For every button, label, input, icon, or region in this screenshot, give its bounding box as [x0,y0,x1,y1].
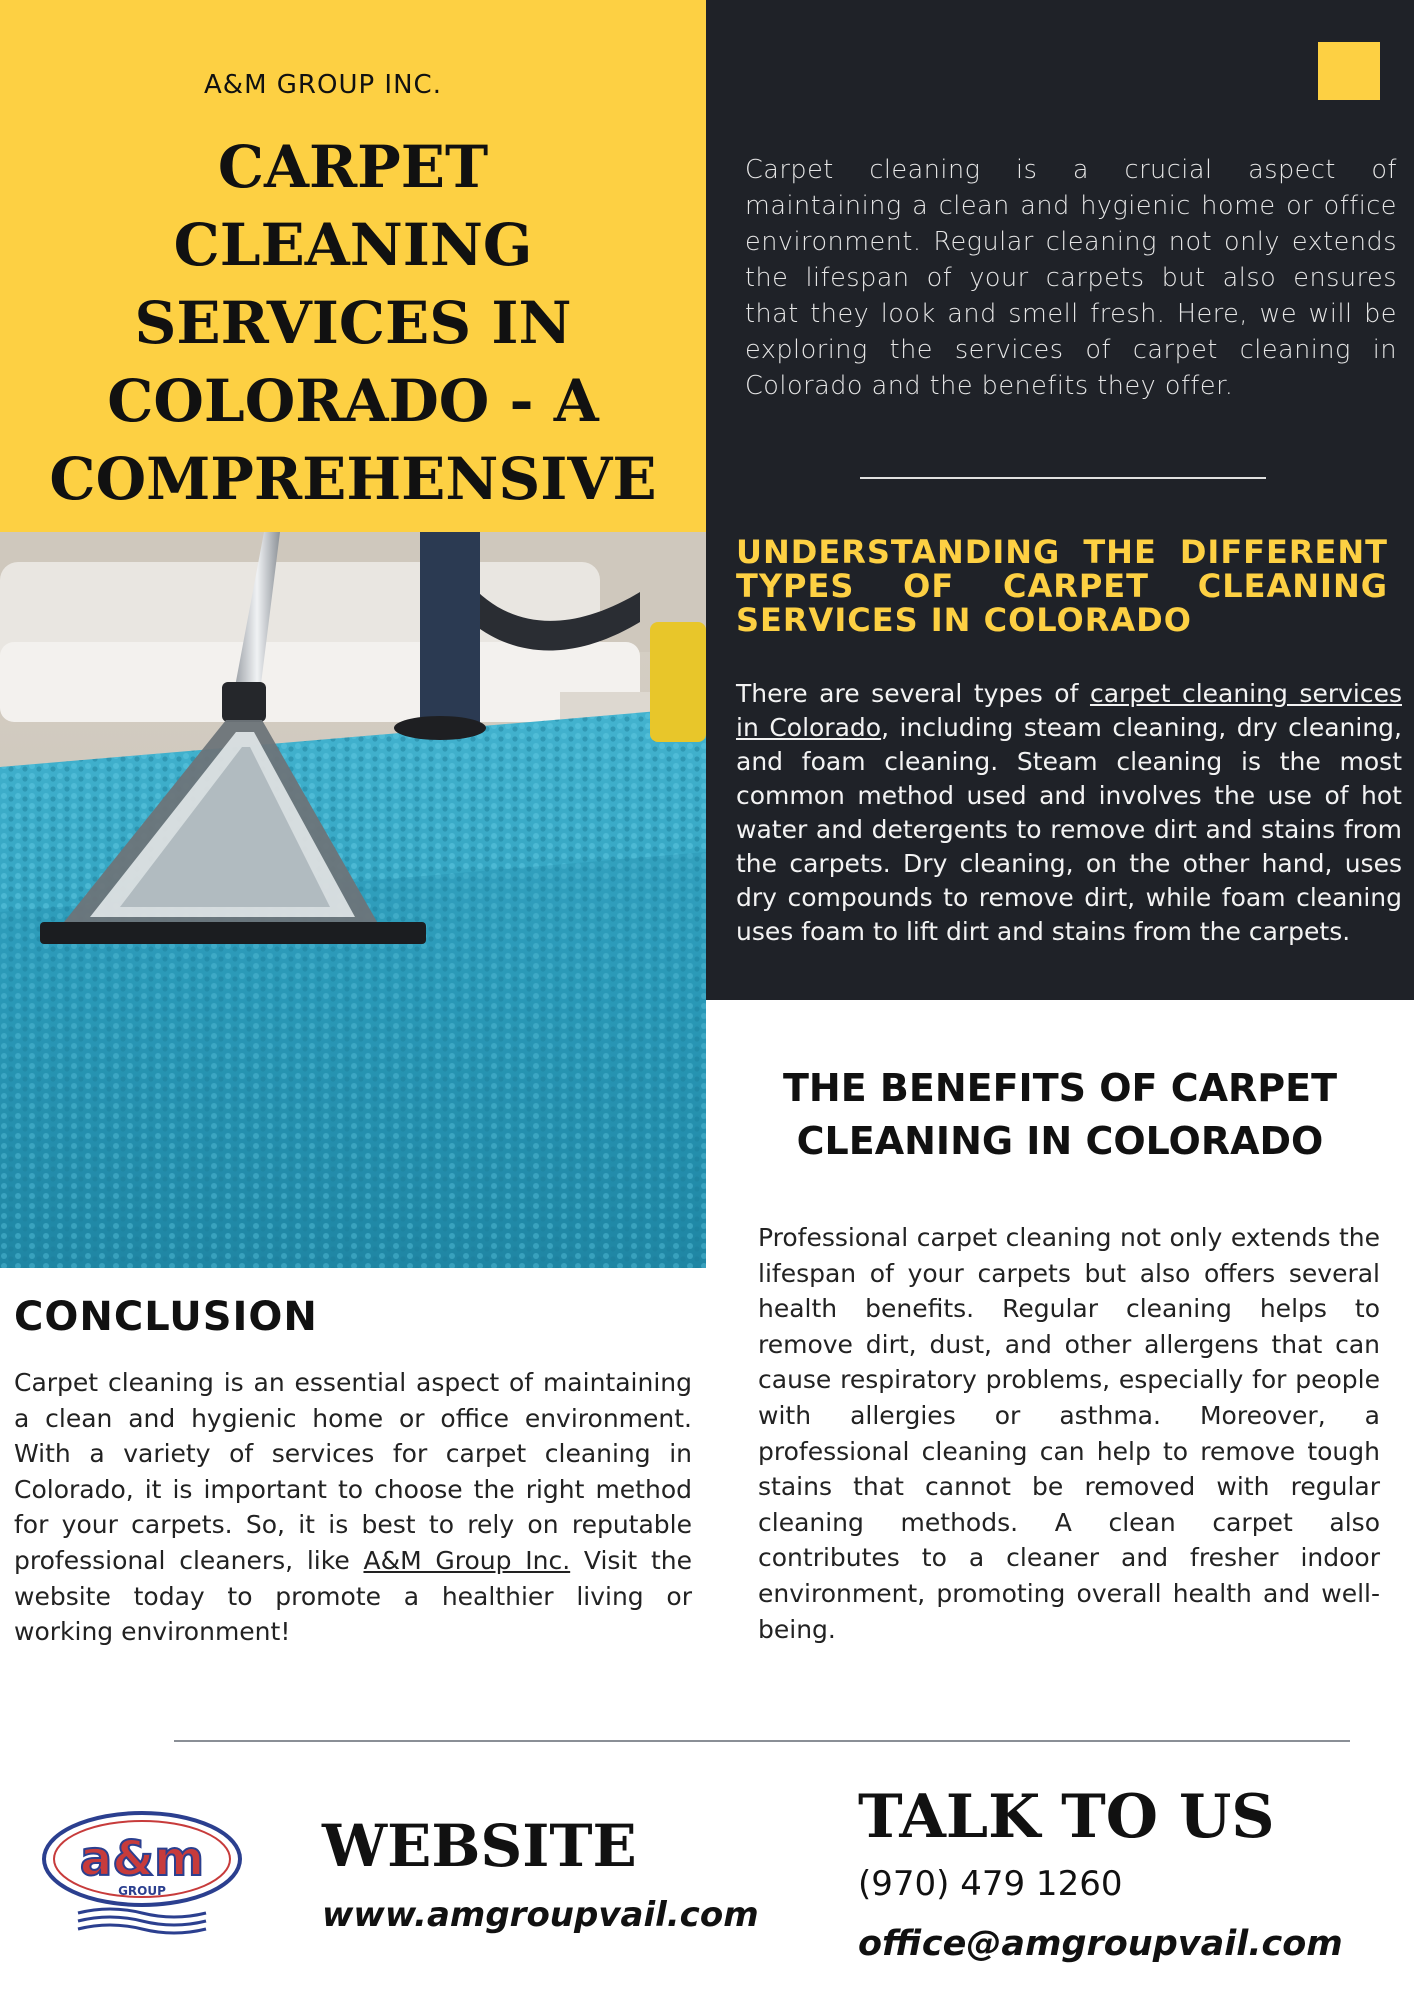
section-divider [860,477,1266,479]
benefits-heading [740,1062,1380,1168]
benefits-paragraph: Professional carpet cleaning not only extends the lifespan of your carpets but also offers several health benefits. Regular cleaning helps to remove dirt, dust, and other allergens that can cause respiratory problems, especially for people with allergies or asthma. Moreover, a professional cleaning can help to remove tough stains that cannot be removed with regular cleaning methods. A clean carpet also contributes to a cleaner and fresher indoor environment, promoting overall health and well-being. [758,1223,1380,1644]
website-link[interactable]: www.amgroupvail.com [322,1895,759,1935]
vacuum-carpet-illustration [0,532,706,1268]
types-paragraph [736,677,1402,949]
page-title [30,128,676,596]
title-line: SERVICES IN [134,289,572,357]
footer-divider [174,1740,1350,1742]
title-line: CARPET CLEANING [173,133,533,279]
title-line: COMPREHENSIVE [49,445,657,513]
email-link[interactable]: office@amgroupvail.com [858,1924,1343,1964]
talk-to-us-label: TALK TO US [858,1782,1275,1852]
website-label: WEBSITE [322,1812,637,1880]
types-text: , including steam cleaning, dry cleaning, and foam cleaning. Steam cleaning is the most common method used and involves the use of hot water and detergents to remove dirt and stains from the carpets. Dry cleaning, on the other hand, uses dry compounds to remove dirt, while foam cleaning uses foam to lift dirt and stains from the carpets. [736,713,1403,946]
intro-paragraph: Carpet cleaning is a crucial aspect of maintaining a clean and hygienic home or office environment. Regular cleaning not only extends the lifespan of your carpets but also ensures that they look and smell fresh. Here, we will be exploring the services of carpet cleaning in Colorado and the benefits they offer. [745,155,1397,401]
am-group-logo [38,1805,248,1935]
conclusion-heading: CONCLUSION [14,1294,318,1340]
logo-subtext: GROUP [118,1884,166,1898]
logo-text: a&m [79,1831,205,1887]
benefits-heading-line: THE BENEFITS OF CARPET [783,1066,1337,1110]
benefits-heading-line: CLEANING IN COLORADO [796,1119,1324,1163]
carpet-cleaning-colorado-link[interactable]: carpet cleaning services in Colorado [736,679,1402,742]
logo-emblem [38,1805,248,1935]
types-text: There are several types of [736,679,1090,708]
conclusion-paragraph [14,1365,692,1650]
company-name: A&M GROUP INC. [204,70,442,100]
conclusion-text: Carpet cleaning is an essential aspect of maintaining a clean and hygienic home or office environment. With a variety of services for carpet cleaning in Colorado, it is important to choose the right method for your carpets. So, it is best to rely on reputable professional cleaners, like [14,1368,692,1575]
conclusion-text: Visit the website today to promote a healthier living or working environment! [14,1545,692,1647]
accent-square [1318,42,1380,100]
am-group-link[interactable]: A&M Group Inc. [363,1545,571,1575]
carpet-cleaning-photo [0,532,706,1268]
types-heading: UNDERSTANDING THE DIFFERENT TYPES OF CARPET CLEANING SERVICES IN COLORADO [736,533,1388,639]
title-line: COLORADO - A [107,367,599,435]
phone-link[interactable]: (970) 479 1260 [858,1864,1123,1904]
